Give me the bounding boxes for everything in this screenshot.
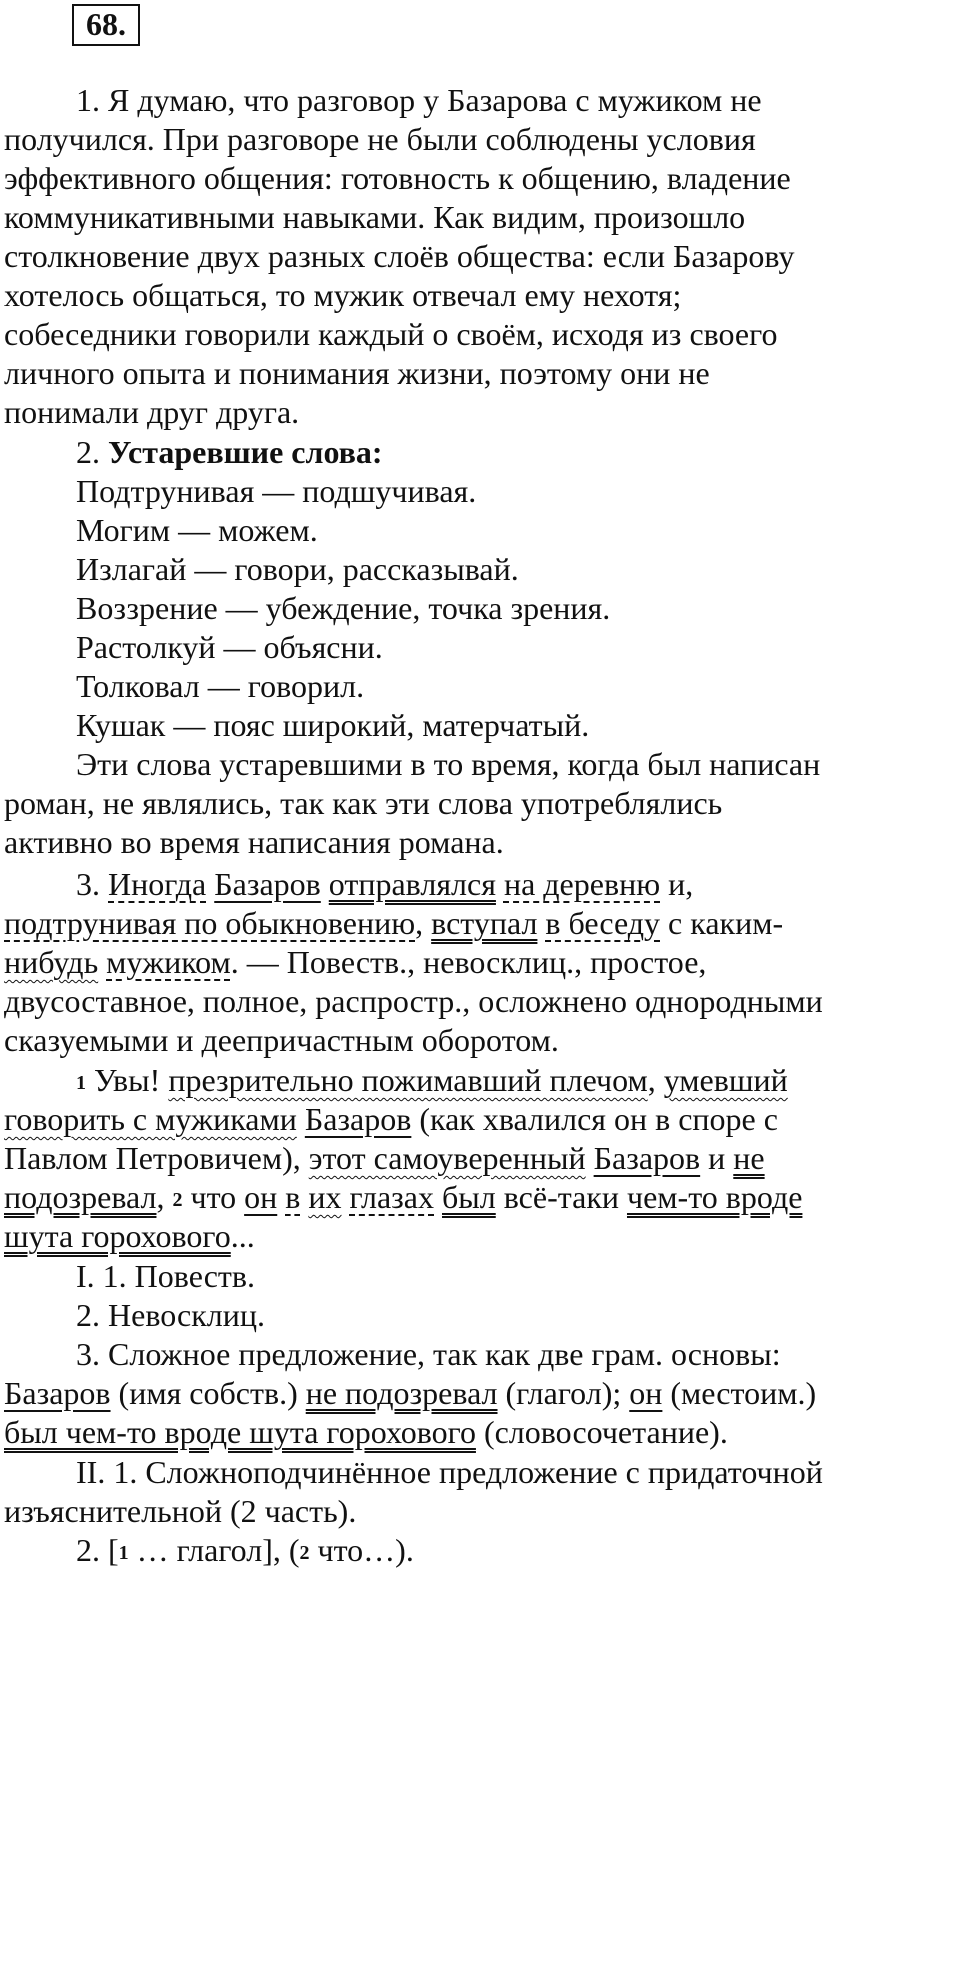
p3-line-4: двусоставное, полное, распростр., осложнено однородными <box>4 983 823 1019</box>
p4-line-1 <box>76 1060 788 1104</box>
p4-comma-2: , <box>156 1179 165 1215</box>
object-muzhikom: мужиком <box>106 944 231 980</box>
predicate-vstupal: вступал <box>431 905 538 941</box>
exercise-number: 68. <box>72 4 140 46</box>
p4-text-4: всё-таки <box>503 1179 619 1215</box>
predicate-ne: не <box>733 1140 765 1176</box>
subject-bazarov-2: Базаров <box>593 1140 701 1176</box>
p1-line-6: хотелось общаться, то мужик отвечал ему нехотя; <box>4 277 682 313</box>
analysis-i-3: 3. Сложное предложение, так как две грам. основы: <box>76 1336 781 1372</box>
participial-phrase-2: говорить с мужиками <box>4 1101 297 1137</box>
p3-line-1 <box>76 864 693 908</box>
analysis-text: (имя собств.) <box>118 1375 298 1411</box>
basis-predicate-ne-podozreval: не подозревал <box>305 1375 498 1411</box>
p4-text-2: (как хвалился он в споре с <box>419 1101 778 1137</box>
p2-note-line-1: Эти слова устаревшими в то время, когда был написан <box>76 746 821 782</box>
archaism-1: Подтрунивая — подшучивая. <box>76 473 477 509</box>
adverbial-glazah: глазах <box>349 1179 434 1215</box>
p4-line-2 <box>4 1099 778 1143</box>
basis-predicate-byl: был чем-то вроде шута горохового <box>4 1414 476 1450</box>
basis-subject-bazarov: Базаров <box>4 1375 111 1411</box>
analysis-ii-1: II. 1. Сложноподчинённое предложение с придаточной <box>76 1454 823 1490</box>
archaism-4: Воззрение — убеждение, точка зрения. <box>76 590 611 626</box>
p3-text-3: . — Повеств., невосклиц., простое, <box>230 944 707 980</box>
p3-text-2: с каким- <box>668 905 784 941</box>
predicate-chem-to-vrode: чем-то вроде <box>626 1179 803 1215</box>
p4-line-4 <box>4 1177 802 1221</box>
scheme-marker-2: 2 <box>299 1542 310 1564</box>
analysis-ii-2: изъяснительной (2 часть). <box>4 1493 357 1529</box>
p2-number: 2. <box>76 434 100 470</box>
participial-phrase-1: презрительно пожимавший плечом <box>168 1062 648 1098</box>
predicate-byl: был <box>442 1179 496 1215</box>
p3-number: 3. <box>76 866 100 902</box>
predicate-otpravlyalsya: отправлялся <box>328 866 496 902</box>
p3-comma: , <box>415 905 424 941</box>
p3-line-5: сказуемыми и деепричастным оборотом. <box>4 1022 559 1058</box>
predicate-podozreval: подозревал <box>4 1179 157 1215</box>
scheme-part-3: что…). <box>309 1532 414 1568</box>
analysis-i-4 <box>4 1373 816 1417</box>
p1-line-4: коммуникативными навыками. Как видим, произошло <box>4 199 746 235</box>
analysis-i-1: I. 1. Повеств. <box>76 1258 255 1294</box>
predicate-shuta-gorohovogo: шута горохового <box>4 1218 231 1254</box>
subject-bazarov: Базаров <box>214 866 321 902</box>
clause-marker-1: 1 <box>76 1072 86 1094</box>
p2-heading: Устаревшие слова: <box>108 434 383 470</box>
adverbial-na-derevnyu: на деревню <box>503 866 661 902</box>
p4-ellipsis: ... <box>230 1218 255 1254</box>
p2-note-line-2: роман, не являлись, так как эти слова употреблялись <box>4 785 723 821</box>
archaism-2: Могим — можем. <box>76 512 318 548</box>
archaism-7: Кушак — пояс широкий, матерчатый. <box>76 707 590 743</box>
archaism-5: Растолкуй — объясни. <box>76 629 383 665</box>
p3-line-3 <box>4 942 706 986</box>
p1-line-3: эффективного общения: готовность к общению, владение <box>4 160 791 196</box>
analysis-text-3: (местоим.) <box>670 1375 817 1411</box>
scheme-part-1: 2. [ <box>76 1532 119 1568</box>
subject-on: он <box>244 1179 278 1215</box>
p1-line-2: получился. При разговоре не были соблюдены условия <box>4 121 756 157</box>
p4-conj-chto: что <box>190 1179 237 1215</box>
p4-conj: и <box>708 1140 726 1176</box>
p4-comma: , <box>647 1062 656 1098</box>
p4-text: Увы! <box>94 1062 161 1098</box>
p3-text: и, <box>668 866 694 902</box>
participial-phrase: подтрунивая по обыкновению <box>4 905 416 941</box>
analysis-text-2: (глагол); <box>505 1375 622 1411</box>
p4-text-3: Павлом Петровичем), <box>4 1140 301 1176</box>
object-v-besedu: в беседу <box>545 905 661 941</box>
p2-note-line-3: активно во время написания романа. <box>4 824 504 860</box>
attribute-nibud: нибудь <box>4 944 99 980</box>
attribute-ih: их <box>308 1179 342 1215</box>
p4-line-5 <box>4 1216 255 1260</box>
analysis-ii-3 <box>76 1530 414 1574</box>
p2-heading-line <box>76 432 383 476</box>
p4-line-3 <box>4 1138 765 1182</box>
p3-line-2 <box>4 903 783 947</box>
adverbial-inogda: Иногда <box>108 866 207 902</box>
p1-line-1: 1. Я думаю, что разговор у Базарова с мужиком не <box>76 82 762 118</box>
basis-subject-on: он <box>629 1375 663 1411</box>
p1-line-8: личного опыта и понимания жизни, поэтому они не <box>4 355 710 391</box>
analysis-text-4: (словосочетание). <box>483 1414 728 1450</box>
scheme-part-2: … глагол], ( <box>128 1532 300 1568</box>
archaism-6: Толковал — говорил. <box>76 668 365 704</box>
scheme-marker-1: 1 <box>118 1542 129 1564</box>
preposition-v: в <box>285 1179 301 1215</box>
p1-line-7: собеседники говорили каждый о своём, исходя из своего <box>4 316 778 352</box>
archaism-3: Излагай — говори, рассказывай. <box>76 551 519 587</box>
p1-line-9: понимали друг друга. <box>4 394 300 430</box>
analysis-i-2: 2. Невосклиц. <box>76 1297 265 1333</box>
subject-bazarov-1: Базаров <box>304 1101 412 1137</box>
attribute-samouverenny: этот самоуверенный <box>308 1140 586 1176</box>
participle-umevshiy: умевший <box>663 1062 788 1098</box>
analysis-i-5 <box>4 1412 728 1456</box>
clause-marker-2: 2 <box>172 1189 183 1211</box>
p1-line-5: столкновение двух разных слоёв общества: если Базарову <box>4 238 795 274</box>
